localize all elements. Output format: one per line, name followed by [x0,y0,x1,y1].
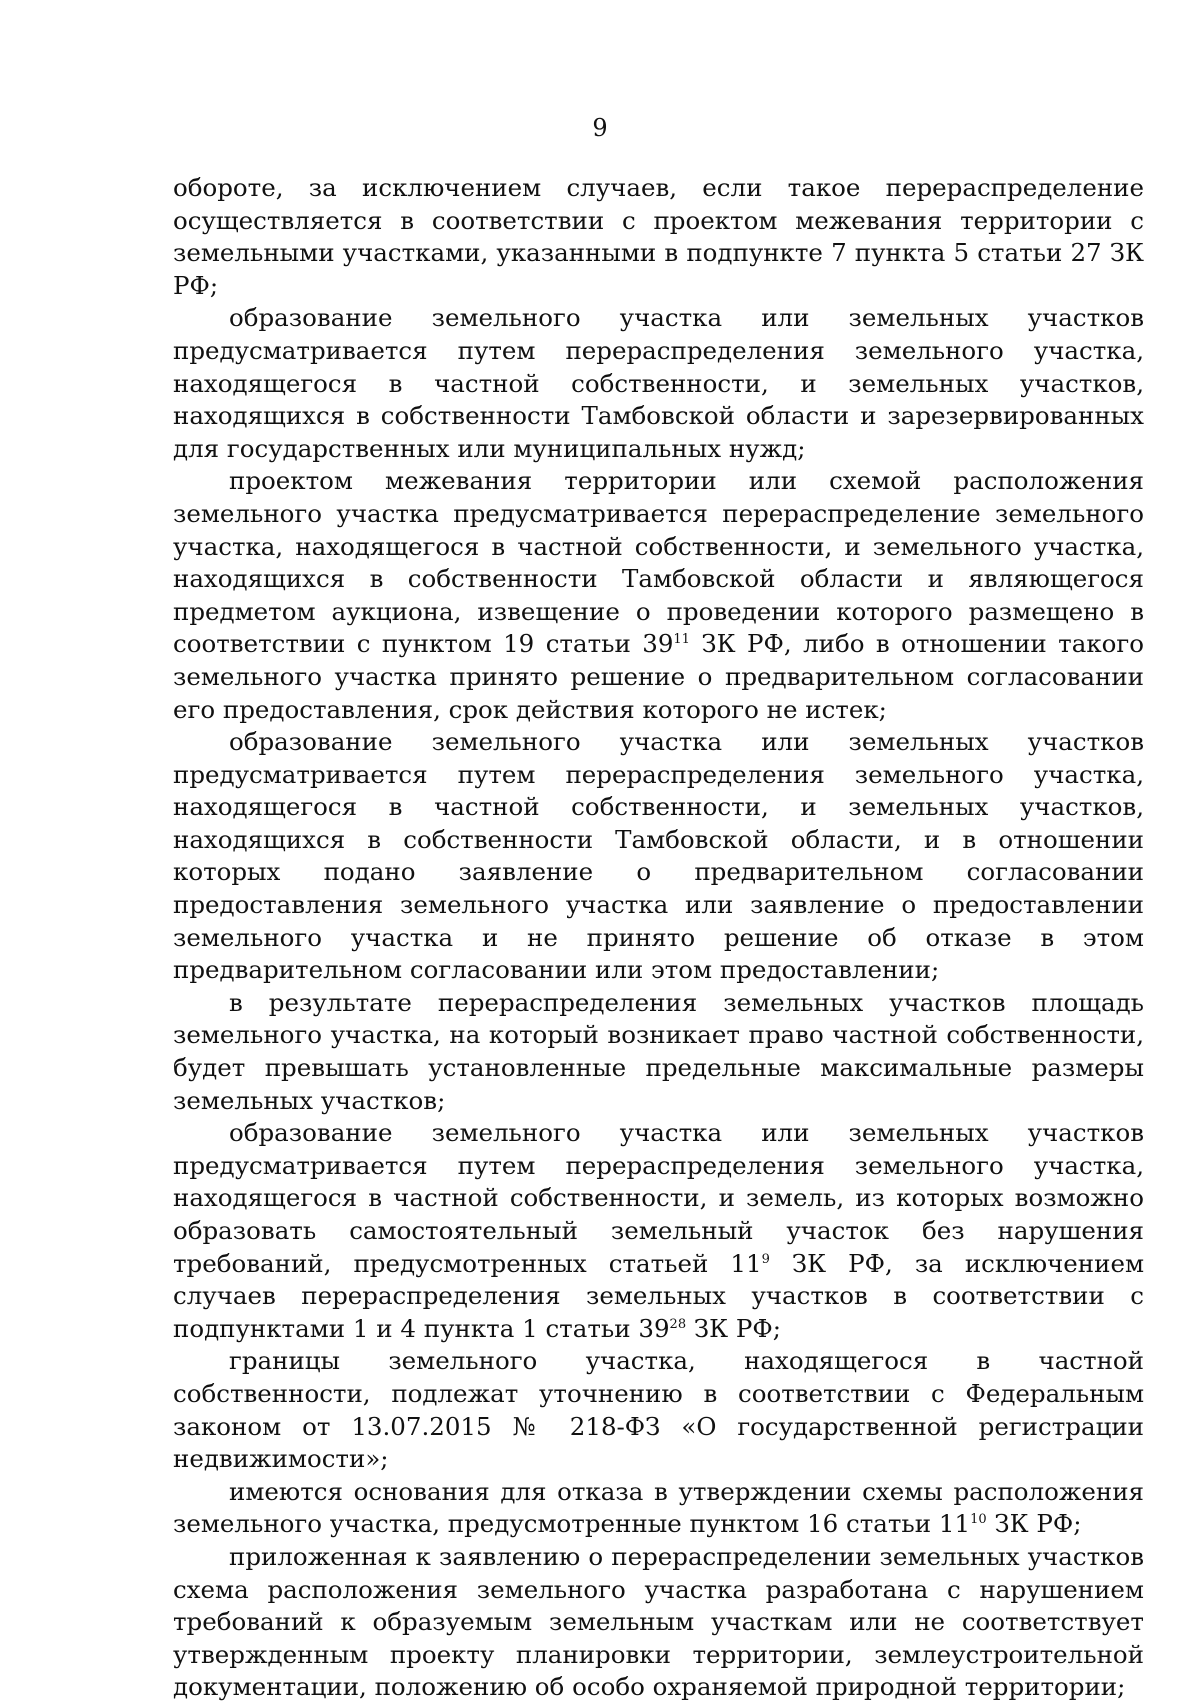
article-superscript: 10 [970,1512,987,1528]
paragraph-text: приложенная к заявлению о перераспределении земельных участков схема расположения земельного участка разработана с нарушением требований к образуемым земельным участкам или не соответствует утвержденным проекту планировки территории, землеустроительной документации, положению об особо охраняемой природной территории; [173,1541,1144,1702]
paragraph-2 [173,302,1144,465]
paragraph-1 [173,172,1144,302]
article-superscript: 11 [673,632,690,648]
article-superscript: 9 [761,1251,770,1267]
paragraph-9 [173,1541,1144,1704]
page-number: 9 [592,114,608,142]
paragraph-7 [173,1345,1144,1475]
paragraph-3 [173,465,1144,726]
paragraph-text: в результате перераспределения земельных участков площадь земельного участка, на который возникает право частной собственности, будет превышать установленные предельные максимальные размеры земельных участков; [173,987,1144,1115]
paragraph-text: образование земельного участка или земельных участков предусматривается путем перераспределения земельного участка, находящегося в частной собственности, и земель, из которых возможно образовать самостоятельный земельный участок без нарушения требований, предусмотренных статьей 11 [173,1118,1144,1278]
paragraph-5 [173,987,1144,1117]
paragraph-text: образование земельного участка или земельных участков предусматривается путем перераспределения земельного участка, находящегося в частной собственности, и земельных участков, находящихся в собственности Тамбовской области и зарезервированных для государственных или муниципальных нужд; [173,303,1144,463]
paragraph-6 [173,1117,1144,1345]
paragraph-text: ЗК РФ, за исключением случаев перераспределения земельных участков в соответствии с подпунктами 1 и 4 пункта 1 статьи 39 [173,1248,1145,1343]
paragraph-text: ЗК РФ, либо в отношении такого земельного участка принято решение о предварительном согласовании его предоставления, срок действия которого не истек; [173,629,1144,724]
paragraph-text: обороте, за исключением случаев, если такое перераспределение осуществляется в соответствии с проектом межевания территории с земельными участками, указанными в подпункте 7 пункта 5 статьи 27 ЗК РФ; [173,173,1144,300]
paragraph-text: имеются основания для отказа в утверждении схемы расположения земельного участка, предусмотренные пунктом 16 статьи 11 [173,1476,1144,1539]
paragraph-text: проектом межевания территории или схемой расположения земельного участка предусматривается перераспределение земельного участка, находящегося в частной собственности, и земельного участка, находящихся в собственности Тамбовской области и являющегося предметом аукциона, извещение о проведении которого размещено в соответствии с пунктом 19 статьи 39 [173,466,1144,659]
paragraph-4 [173,726,1144,987]
document-body [173,172,1144,1704]
paragraph-8 [173,1476,1144,1541]
article-superscript: 28 [669,1316,687,1332]
paragraph-text: ЗК РФ; [686,1313,781,1343]
paragraph-text: образование земельного участка или земельных участков предусматривается путем перераспределения земельного участка, находящегося в частной собственности, и земельных участков, находящихся в собственности Тамбовской области, и в отношении которых подано заявление о предварительном согласовании предоставления земельного участка или заявление о предоставлении земельного участка и не принято решение об отказе в этом предварительном согласовании или этом предоставлении; [173,727,1144,985]
paragraph-text: границы земельного участка, находящегося в частной собственности, подлежат уточнению в соответствии с Федеральным законом от 13.07.2015 № 218-ФЗ «О государственной регистрации недвижимости»; [173,1346,1144,1474]
paragraph-text: ЗК РФ; [986,1509,1082,1539]
